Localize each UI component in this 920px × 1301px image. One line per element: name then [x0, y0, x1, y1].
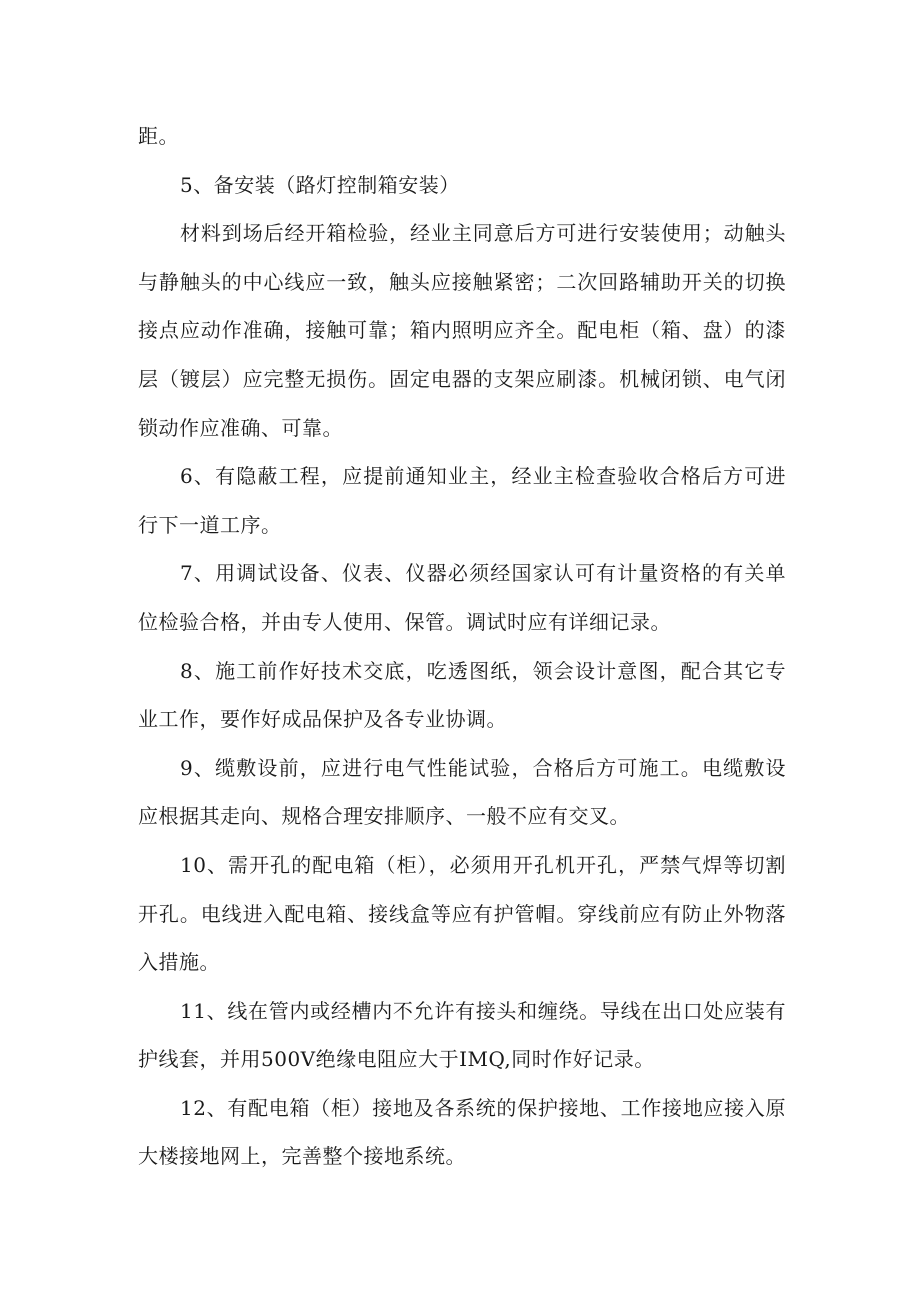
paragraph-item-6: 6、有隐蔽工程，应提前通知业主，经业主检查验收合格后方可进行下一道工序。 [138, 464, 786, 537]
paragraph-item-5-body: 材料到场后经开箱检验，经业主同意后方可进行安装使用；动触头与静触头的中心线应一致，触头应接触紧密；二次回路辅助开关的切换接点应动作准确，接触可靠；箱内照明应齐全。配电柜（箱、盘）的漆层（镀层）应完整无损伤。固定电器的支架应刷漆。机械闭锁、电气闭锁动作应准确、可靠。 [138, 221, 786, 440]
paragraph-item-9: 9、缆敷设前，应进行电气性能试验，合格后方可施工。电缆敷设应根据其走向、规格合理安排顺序、一般不应有交叉。 [138, 755, 786, 829]
document-body [138, 112, 786, 1181]
paragraph-continuation: 距。 [138, 124, 179, 148]
paragraph-item-8: 8、施工前作好技术交底，吃透图纸，领会设计意图，配合其它专业工作，要作好成品保护及各专业协调。 [138, 658, 786, 732]
paragraph-item-12: 12、有配电箱（柜）接地及各系统的保护接地、工作接地应接入原大楼接地网上，完善整个接地系统。 [138, 1095, 786, 1169]
paragraph-item-10: 10、需开孔的配电箱（柜），必须用开孔机开孔，严禁气焊等切割开孔。电线进入配电箱、接线盒等应有护管帽。穿线前应有防止外物落入措施。 [138, 852, 786, 975]
paragraph-item-7: 7、用调试设备、仪表、仪器必须经国家认可有计量资格的有关单位检验合格，并由专人使用、保管。调试时应有详细记录。 [138, 561, 786, 634]
paragraph-item-11: 11、线在管内或经槽内不允许有接头和缠绕。导线在出口处应装有护线套，并用500V绝缘电阻应大于IMQ,同时作好记录。 [138, 998, 786, 1072]
paragraph-item-5: 5、备安装（路灯控制箱安装） [180, 172, 460, 197]
